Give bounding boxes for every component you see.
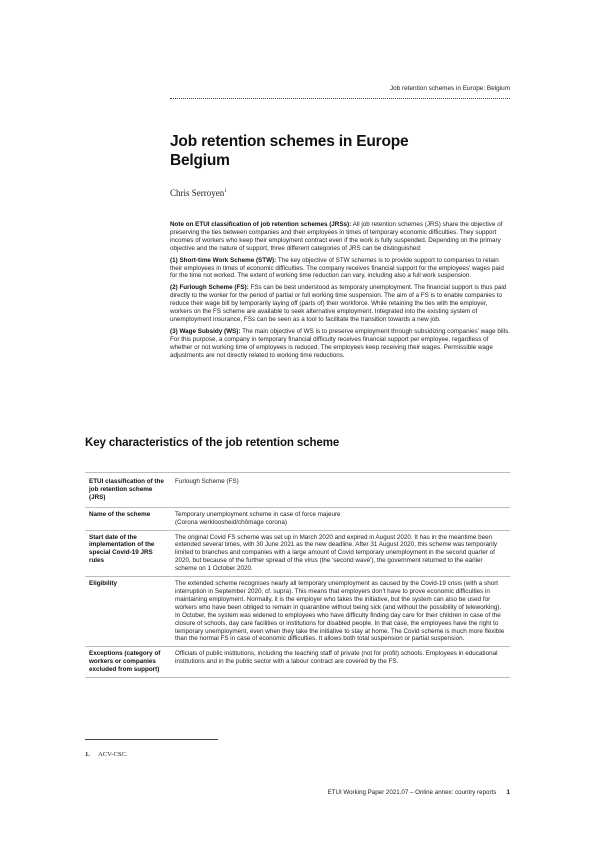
note-intro-text: All job retention schemes (JRS) share the objective of preserving the ties between companies and their employees in times of temporary economic difficulties. They support incomes of workers who keep their employment contract even if the work is fully suspended. Depending on the primary objective and the nature of support, three different categories of JRS can be distinguished:	[170, 221, 503, 252]
author-name: Chris Serroyen	[170, 188, 225, 198]
running-header: Job retention schemes in Europe: Belgium	[389, 85, 510, 92]
section-heading: Key characteristics of the job retention scheme	[85, 437, 340, 449]
author	[170, 188, 227, 198]
classification-note	[170, 221, 510, 364]
footnote	[85, 751, 128, 758]
table-row	[85, 507, 510, 530]
note-fs	[170, 284, 510, 324]
note-stw-text: The key objective of STW schemes is to provide support to companies to retain their employees in times of economic difficulties. The company receives financial support for the employees' wages paid for the time not worked. The extent of working time reduction can vary, including also a full work suspension.	[170, 256, 504, 280]
table-row	[85, 473, 510, 508]
row-value: Temporary unemployment scheme in case of force majeure (Corona werkloosheid/chômage corona)	[171, 507, 510, 530]
row-label: Exceptions (category of workers or companies excluded from support)	[85, 647, 171, 678]
page-footer	[328, 789, 510, 796]
page-title	[170, 132, 510, 170]
row-label: Start date of the implementation of the special Covid-19 JRS rules	[85, 530, 171, 577]
note-ws-text: The main objective of WS is to preserve employment through subsidizing companies' wage bills. For this purpose, a company in temporary financial difficulty receives financial support per employee, regardless of whether or not working time of employees is reduced. The employees keep receiving their wages. Permissible wage adjustments are not directly related to working time reductions.	[170, 327, 510, 359]
note-intro-lead: Note on ETUI classification of job retention schemes (JRSs):	[170, 221, 352, 228]
note-intro	[170, 221, 510, 253]
note-stw-lead: (1) Short-time Work Scheme (STW):	[170, 256, 277, 264]
page-number: 1	[506, 789, 510, 796]
footer-text: ETUI Working Paper 2021.07 – Online annex: country reports	[327, 789, 497, 796]
title-line-2: Belgium	[170, 152, 230, 169]
footnote-divider	[85, 739, 218, 740]
row-label: ETUI classification of the job retention scheme (JRS)	[85, 473, 171, 508]
table-row	[85, 647, 510, 678]
note-ws	[170, 328, 510, 360]
table-row	[85, 577, 510, 647]
row-value: The extended scheme recognises nearly all temporary unemployment as caused by the Covid-19 crisis (with a short interruption in September 2020, cf. supra). This means that employers don't have to prove economic difficulties in maintaining employment. Normally, it is the employer who takes the initiative, but the system can also be used for workers who have been obliged to remain in quarantine without being sick (and without the possibility of teleworking). In October, the system was widened to employees who have difficulty finding day care for their children in case of the closure of schools, day care facilities or institutions for disabled people. In that case, the employees have the right to temporary unemployment, even when they take the initiative to stay at home. The Covid scheme is much more flexible than the normal FS in case of economic difficulties. It allows both total suspension or partial suspension.	[171, 577, 510, 647]
note-fs-text: FSs can be best understood as temporary unemployment. The financial support is thus paid directly to the worker for the period of partial or full working time suspension. The aim of a FS is to enable companies to reduce their wage bill by temporarily laying off (parts of) their workforce. While retaining the ties with the employer, workers on the FS scheme are available to seek alternative employment. Integrated into the existing system of unemployment insurance, FSs can be seen as a tool to facilitate the transition towards a new job.	[170, 284, 507, 323]
row-label: Eligibility	[85, 577, 171, 647]
author-footnote-mark: 1	[224, 189, 227, 194]
row-value: Officials of public institutions, including the teaching staff of private (not for profit) schools. Employees in educational institutions and in the public sector with a labour contract are covered by the FS.	[171, 647, 510, 678]
footnote-text: ACV-CSC.	[97, 751, 128, 758]
note-stw	[170, 257, 510, 281]
note-fs-lead: (2) Furlough Scheme (FS):	[170, 284, 249, 292]
note-ws-lead: (3) Wage Subsidy (WS):	[170, 327, 241, 335]
characteristics-table	[85, 472, 510, 678]
row-label: Name of the scheme	[85, 507, 171, 530]
header-divider	[170, 98, 510, 99]
title-line-1: Job retention schemes in Europe	[170, 133, 409, 150]
row-value: Furlough Scheme (FS)	[171, 473, 510, 508]
row-value: The original Covid FS scheme was set up in March 2020 and expired in August 2020. It has in the meantime been extended several times, with 30 June 2021 as the new deadline. After 31 August 2020, this scheme was temporarily limited to branches and companies with a large amount of Covid temporary unemployment in the second quarter of 2020, but because of the further spread of the virus (the 'second wave'), the government returned to the earlier scheme on 1 October 2020.	[171, 530, 510, 577]
table-row	[85, 530, 510, 577]
footnote-number: 1.	[85, 751, 90, 758]
